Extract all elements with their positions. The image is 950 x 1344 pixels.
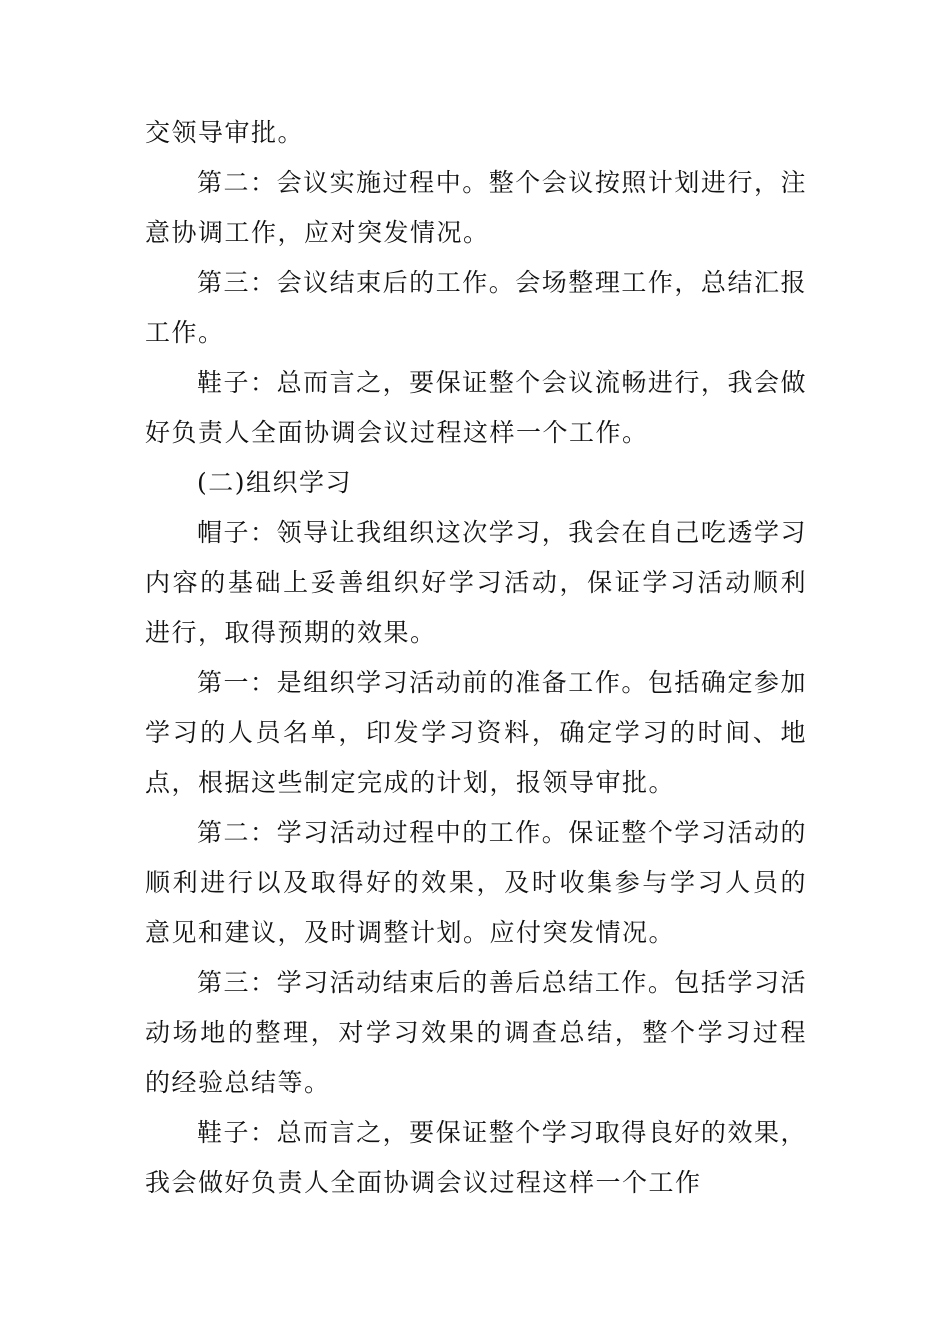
paragraph-study-intro: 帽子：领导让我组织这次学习，我会在自己吃透学习内容的基础上妥善组织好学习活动，保证学习活动顺利进行，取得预期的效果。 — [145, 518, 807, 647]
paragraph-study-conclusion: 鞋子：总而言之，要保证整个学习取得良好的效果，我会做好负责人全面协调会议过程这样一个工作 — [145, 1118, 807, 1197]
document-body — [145, 108, 807, 1208]
section-heading-organize-study: (二)组织学习 — [197, 468, 353, 497]
paragraph-continuation: 交领导审批。 — [145, 118, 305, 147]
paragraph-study-step-three: 第三：学习活动结束后的善后总结工作。包括学习活动场地的整理，对学习效果的调查总结，整个学习过程的经验总结等。 — [145, 968, 807, 1097]
paragraph-meeting-step-three: 第三：会议结束后的工作。会场整理工作，总结汇报工作。 — [145, 268, 807, 347]
paragraph-meeting-conclusion: 鞋子：总而言之，要保证整个会议流畅进行，我会做好负责人全面协调会议过程这样一个工作。 — [145, 368, 807, 447]
paragraph-study-step-two: 第二：学习活动过程中的工作。保证整个学习活动的顺利进行以及取得好的效果，及时收集参与学习人员的意见和建议，及时调整计划。应付突发情况。 — [145, 818, 807, 947]
paragraph-study-step-one: 第一：是组织学习活动前的准备工作。包括确定参加学习的人员名单，印发学习资料，确定学习的时间、地点，根据这些制定完成的计划，报领导审批。 — [145, 668, 807, 797]
paragraph-meeting-step-two: 第二：会议实施过程中。整个会议按照计划进行，注意协调工作，应对突发情况。 — [145, 168, 807, 247]
